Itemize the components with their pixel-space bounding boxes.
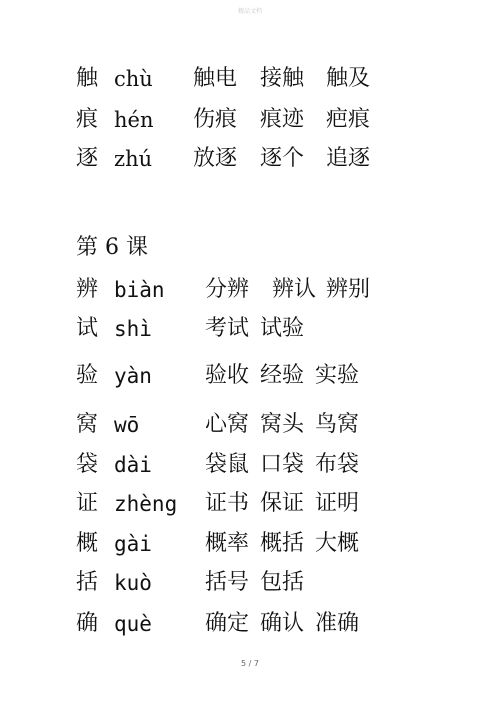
- vocab-pinyin: shì: [114, 317, 152, 341]
- vocab-word: 疤痕: [326, 107, 371, 132]
- vocab-char: 证: [76, 491, 99, 516]
- vocab-char: 痕: [76, 107, 99, 132]
- vocab-word: 辨别: [326, 277, 371, 302]
- vocab-pinyin: wō: [114, 413, 140, 437]
- vocab-word: 确认: [260, 611, 305, 636]
- page-number: 5 / 7: [241, 659, 259, 668]
- vocab-word: 验收: [205, 363, 250, 388]
- vocab-char: 辨: [76, 277, 99, 302]
- vocab-word: 保证: [260, 491, 305, 516]
- vocab-row: [76, 409, 396, 441]
- vocab-word: 准确: [315, 611, 360, 636]
- vocab-char: 逐: [76, 146, 99, 171]
- vocab-word: 试验: [260, 316, 305, 341]
- vocab-word: 经验: [260, 363, 305, 388]
- vocab-word: 考试: [205, 316, 250, 341]
- lesson-title: 第 6 课: [76, 235, 148, 260]
- vocab-char: 袋: [76, 452, 99, 477]
- vocab-row: [76, 488, 396, 520]
- vocab-row: [76, 313, 396, 345]
- vocab-pinyin: hén: [114, 108, 154, 132]
- vocab-row: [76, 567, 396, 599]
- vocab-pinyin: què: [114, 612, 152, 636]
- page-header: 精品文档: [237, 8, 262, 15]
- vocab-pinyin: chù: [114, 67, 153, 91]
- vocab-word: 伤痕: [193, 107, 238, 132]
- vocab-char: 试: [76, 316, 99, 341]
- vocab-word: 口袋: [260, 452, 305, 477]
- vocab-char: 括: [76, 570, 99, 595]
- vocab-row: [76, 274, 396, 306]
- vocab-word: 布袋: [315, 452, 360, 477]
- vocab-word: 窝头: [260, 412, 305, 437]
- vocab-row: [76, 104, 396, 136]
- vocab-pinyin: biàn: [114, 278, 165, 302]
- vocab-word: 大概: [315, 531, 360, 556]
- vocab-word: 痕迹: [260, 107, 305, 132]
- vocab-word: 包括: [260, 570, 305, 595]
- vocab-word: 实验: [315, 363, 360, 388]
- vocab-word: 括号: [205, 570, 250, 595]
- vocab-pinyin: dài: [114, 453, 152, 477]
- vocab-word: 触及: [326, 66, 371, 91]
- vocab-word: 辨认: [272, 277, 317, 302]
- vocab-char: 触: [76, 66, 99, 91]
- vocab-pinyin: zhú: [114, 147, 153, 171]
- vocab-row: [76, 449, 396, 481]
- vocab-char: 验: [76, 363, 99, 388]
- vocab-word: 逐个: [260, 146, 305, 171]
- vocab-row: [76, 608, 396, 640]
- vocab-word: 袋鼠: [205, 452, 250, 477]
- vocab-word: 证书: [205, 491, 250, 516]
- vocab-word: 证明: [315, 491, 360, 516]
- vocab-row: [76, 143, 396, 175]
- vocab-word: 接触: [260, 66, 305, 91]
- vocab-word: 触电: [193, 66, 238, 91]
- vocab-pinyin: yàn: [114, 364, 152, 388]
- vocab-word: 确定: [205, 611, 250, 636]
- vocab-row: [76, 360, 396, 392]
- vocab-pinyin: kuò: [114, 571, 152, 595]
- vocab-pinyin: zhèng: [114, 492, 178, 516]
- vocab-row: [76, 63, 396, 95]
- vocab-word: 分辨: [205, 277, 250, 302]
- vocab-row: [76, 528, 396, 560]
- vocab-word: 鸟窝: [315, 412, 360, 437]
- vocab-word: 概率: [205, 531, 250, 556]
- vocab-word: 追逐: [326, 146, 371, 171]
- vocab-char: 概: [76, 531, 99, 556]
- vocab-char: 确: [76, 611, 99, 636]
- vocab-pinyin: gài: [114, 532, 152, 556]
- vocab-word: 概括: [260, 531, 305, 556]
- vocab-char: 窝: [76, 412, 99, 437]
- vocab-word: 放逐: [193, 146, 238, 171]
- vocab-word: 心窝: [205, 412, 250, 437]
